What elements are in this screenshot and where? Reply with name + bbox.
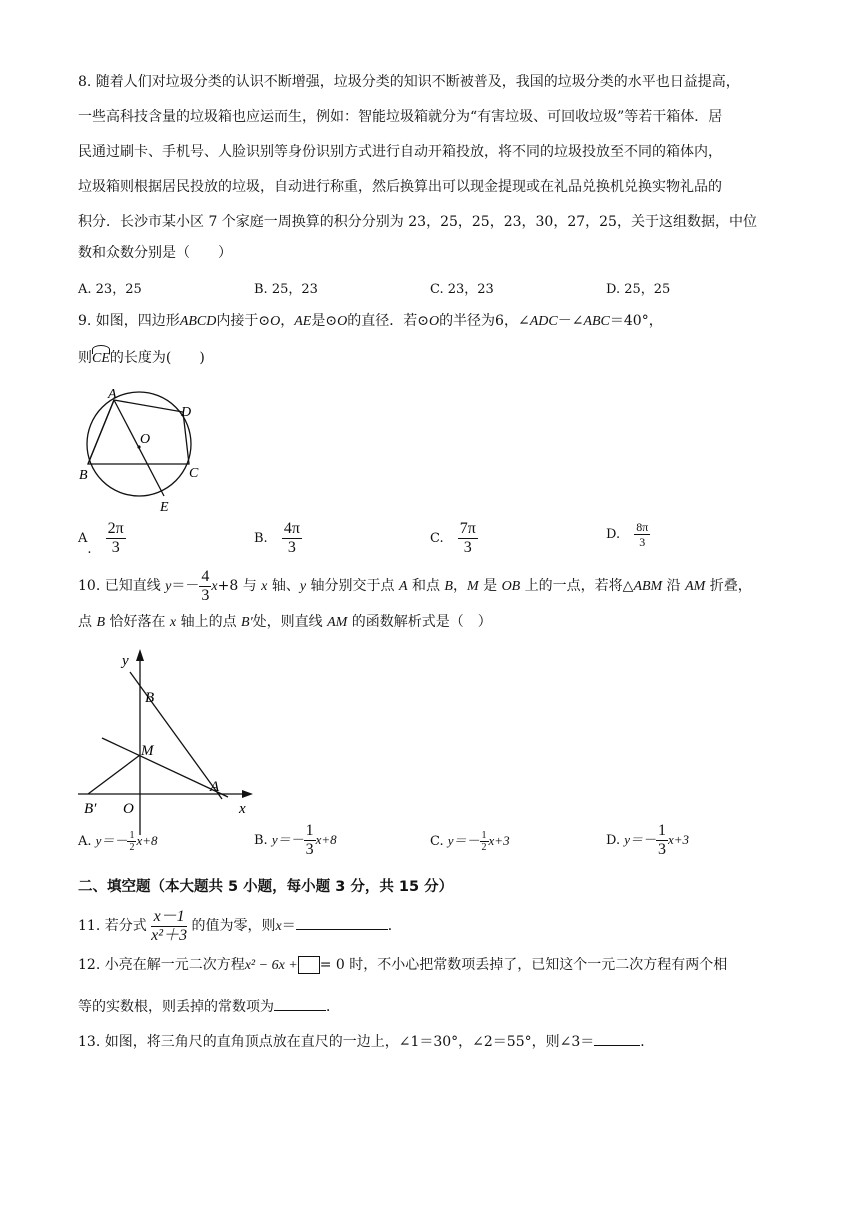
q10-coordinate-figure [78, 645, 258, 840]
q8-line-6: 数和众数分别是（ ） [78, 245, 232, 261]
label-B: B [79, 468, 88, 483]
q8-line-4: 垃圾箱则根据居民投放的垃圾，自动进行称重，然后换算出可以现金提现或在礼品兑换机兑换实物礼品的 [78, 179, 722, 195]
label-x: x [239, 801, 246, 817]
q9-option-d: D. $\frac{8\pi}{3}$ [606, 520, 649, 549]
label-M: M [141, 743, 154, 759]
q8-option-b: B. 25，23 [254, 282, 318, 297]
label-C: C [189, 466, 199, 481]
q10-option-c: C. y＝－ $\frac{1}{2}$ x+3 [430, 830, 510, 853]
label-A: A [210, 779, 220, 795]
q8-line-1: 8. 随着人们对垃圾分类的认识不断增强，垃圾分类的知识不断被普及，我国的垃圾分类的水平也日益提高， [78, 74, 740, 90]
q9-line-2: 则 CE的长度为( ) [78, 348, 205, 369]
label-O: O [123, 801, 134, 817]
q9-option-b: B. $\frac{4\pi}{3}$ [254, 520, 300, 556]
q9-option-c: C. $\frac{7\pi}{3}$ [430, 520, 476, 556]
q10-option-a: A. y＝－ $\frac{1}{2}$ x+8 [78, 830, 158, 853]
q8-option-c: C. 23，23 [430, 282, 494, 297]
q8-line-2: 一些高科技含量的垃圾箱也应运而生，例如：智能垃圾箱就分为“有害垃圾、可回收垃圾”等若干箱体．居 [78, 109, 723, 125]
q8-line-5: 积分．长沙市某小区 7 个家庭一周换算的积分分别为 23，25，25，23，30，27，25，关于这组数据，中位 [78, 214, 757, 230]
q10-option-b: B. y＝－ $\frac{1}{3}$ x+8 [254, 822, 337, 858]
q9-line-1: 9. 如图，四边形ABCD内接于⊙O，AE是⊙O的直径．若⊙O的半径为6，∠ADC－∠ABC＝40°， [78, 313, 663, 329]
section-2-heading: 二、填空题（本大题共 5 小题，每小题 3 分，共 15 分） [78, 879, 454, 895]
q13: 13. 如图，将三角尺的直角顶点放在直尺的一边上，∠1＝30°，∠2＝55°，则∠3＝ ． [78, 1034, 655, 1050]
q10-option-d: D. y＝－ $\frac{1}{3}$ x+3 [606, 822, 690, 858]
q9-circle-figure [74, 385, 204, 515]
label-O: O [140, 432, 151, 447]
q8-line-3: 民通过刷卡、手机号、人脸识别等身份识别方式进行自动开箱投放，将不同的垃圾投放至不同的箱体内， [78, 144, 722, 160]
q12-answer-blank[interactable] [274, 1010, 326, 1011]
q8-option-a: A. 23，25 [78, 282, 142, 297]
label-D: D [181, 405, 192, 420]
q12-line-1: 12. 小亮在解一元二次方程x² − 6x + = 0 时，不小心把常数项丢掉了，已知这个一元二次方程有两个相 [78, 957, 728, 973]
missing-constant-box [298, 956, 320, 974]
q11-answer-blank[interactable] [296, 929, 388, 930]
q10-line-1: 10. 已知直线 y＝－ $\frac{4}{3}$ x+8 与 x 轴、y 轴分别交于点 A 和点 B，M 是 OB 上的一点，若将△ABM 沿 AM 折叠， [78, 567, 752, 604]
label-A: A [108, 387, 117, 402]
label-y: y [122, 653, 129, 669]
arc-ce: CE [92, 349, 110, 369]
q9-option-a: A. $\frac{2\pi}{3}$ [78, 520, 124, 557]
q12-line-2: 等的实数根，则丢掉的常数项为 ． [78, 999, 340, 1015]
q8-option-d: D. 25，25 [606, 282, 671, 297]
label-E: E [160, 500, 169, 515]
q11: 11. 若分式 $\frac{x-1}{\text{x²＋3}}$ 的值为零，则x＝ ． [78, 907, 402, 944]
q13-answer-blank[interactable] [594, 1045, 640, 1046]
label-B-prime: B′ [84, 801, 97, 817]
q10-line-2: 点 B 恰好落在 x 轴上的点 B′处，则直线 AM 的函数解析式是（ ） [78, 614, 492, 630]
label-B: B [145, 690, 155, 706]
